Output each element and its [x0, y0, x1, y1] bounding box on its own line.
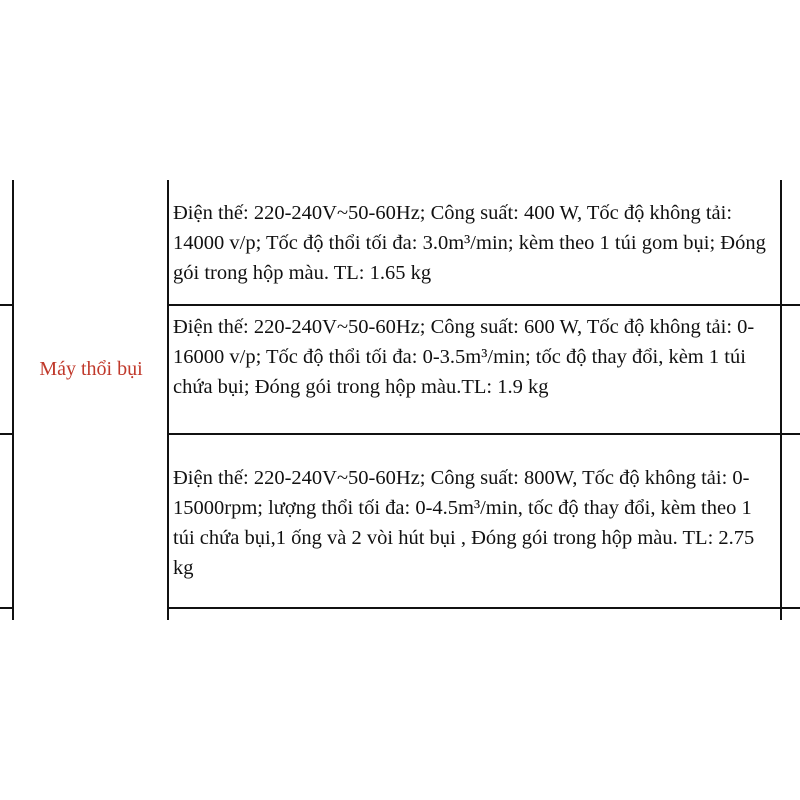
table-border-right [780, 180, 782, 620]
table-border-row-1 [168, 304, 800, 306]
table-border-row-stub [0, 433, 14, 435]
product-spec-table [0, 180, 800, 620]
table-border-row-3 [168, 607, 800, 609]
spec-cell-400w: Điện thế: 220-240V~50-60Hz; Công suất: 400 W, Tốc độ không tải: 14000 v/p; Tốc độ thổi tối đa: 3.0m³/min; kèm theo 1 túi gom bụi; Đóng gói trong hộp màu. TL: 1.65 kg [173, 202, 766, 284]
table-border-row-2 [168, 433, 800, 435]
spec-cell-600w: Điện thế: 220-240V~50-60Hz; Công suất: 600 W, Tốc độ không tải: 0-16000 v/p; Tốc độ thổi tối đa: 0-3.5m³/min; tốc độ thay đổi, kèm 1 túi chứa bụi; Đóng gói trong hộp màu.TL: 1.9 kg [173, 316, 755, 398]
table-border-row-stub [0, 304, 14, 306]
category-cell: Máy thổi bụi [39, 357, 143, 380]
spec-cell-800w: Điện thế: 220-240V~50-60Hz; Công suất: 800W, Tốc độ không tải: 0-15000rpm; lượng thổi tối đa: 0-4.5m³/min, tốc độ thay đổi, kèm theo 1 túi chứa bụi,1 ống và 2 vòi hút bụi , Đóng gói trong hộp màu. TL: 2.75 kg [173, 467, 755, 579]
table-border-row-stub [0, 607, 14, 609]
